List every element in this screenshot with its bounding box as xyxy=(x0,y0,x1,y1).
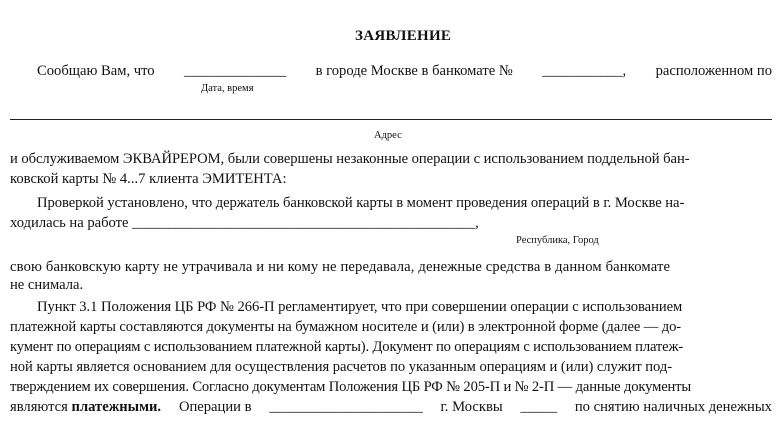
work-text: ходилась на работе xyxy=(10,215,129,231)
paragraph2-line2 xyxy=(10,214,479,232)
paragraph3-line4: ной карты является основанием для осуществления расчетов по указанным операциям и (или) служит под- xyxy=(10,359,673,375)
atm-number-blank: ___________, xyxy=(542,63,627,79)
datetime-blank: ______________ xyxy=(184,63,287,79)
caption-address: Адрес xyxy=(374,130,402,141)
paragraph1-line4: ковской карты № 4...7 клиента ЭМИТЕНТА: xyxy=(10,171,287,187)
cash-withdrawal-text: по снятию наличных денежных xyxy=(574,399,772,415)
city-text: в городе Москве в банкомате № xyxy=(315,63,513,79)
payment-docs-bold: платежными. xyxy=(71,399,162,415)
line6-start: являются платежными. xyxy=(10,399,162,415)
intro-text: Сообщаю Вам, что xyxy=(37,63,155,79)
located-text: расположенном по xyxy=(655,63,772,79)
paragraph2-line1: Проверкой установлено, что держатель банковской карты в момент проведения операций в г. Москве на- xyxy=(37,195,685,211)
caption-region: Республика, Город xyxy=(516,235,599,246)
work-location-blank: _______________________________________________, xyxy=(132,215,479,231)
paragraph3-line6 xyxy=(10,398,772,416)
paragraph1-line3: и обслуживаемом ЭКВАЙРЕРОМ, были совершены незаконные операции с использованием поддельной бан- xyxy=(10,151,690,167)
operations-text: Операции в xyxy=(178,399,252,415)
paragraph3-line2: платежной карты составляются документы на бумажном носителе и (или) в электронной форме (далее — до- xyxy=(10,319,682,335)
paragraph3-line1: Пункт 3.1 Положения ЦБ РФ № 266-П регламентирует, что при совершении операции с использованием xyxy=(37,299,683,315)
caption-datetime: Дата, время xyxy=(201,83,254,94)
paragraph1-line1 xyxy=(37,62,772,80)
short-blank: _____ xyxy=(520,399,557,415)
paragraph2-line3: свою банковскую карту не утрачивала и ни кому не передавала, денежные средства в данном банкомате xyxy=(10,259,671,275)
address-blank-line xyxy=(10,119,772,120)
place-blank: _____________________ xyxy=(269,399,423,415)
document-title: ЗАЯВЛЕНИЕ xyxy=(355,28,452,44)
paragraph3-line5: тверждением их совершения. Согласно документам Положения ЦБ РФ № 205-П и № 2-П — данные документы xyxy=(10,379,692,395)
moscow-text: г. Москвы xyxy=(440,399,503,415)
paragraph3-line3: кумент по операциям с использованием платежной карты). Документ по операциям с использованием платеж- xyxy=(10,339,684,355)
paragraph2-line4: не снимала. xyxy=(10,277,84,293)
